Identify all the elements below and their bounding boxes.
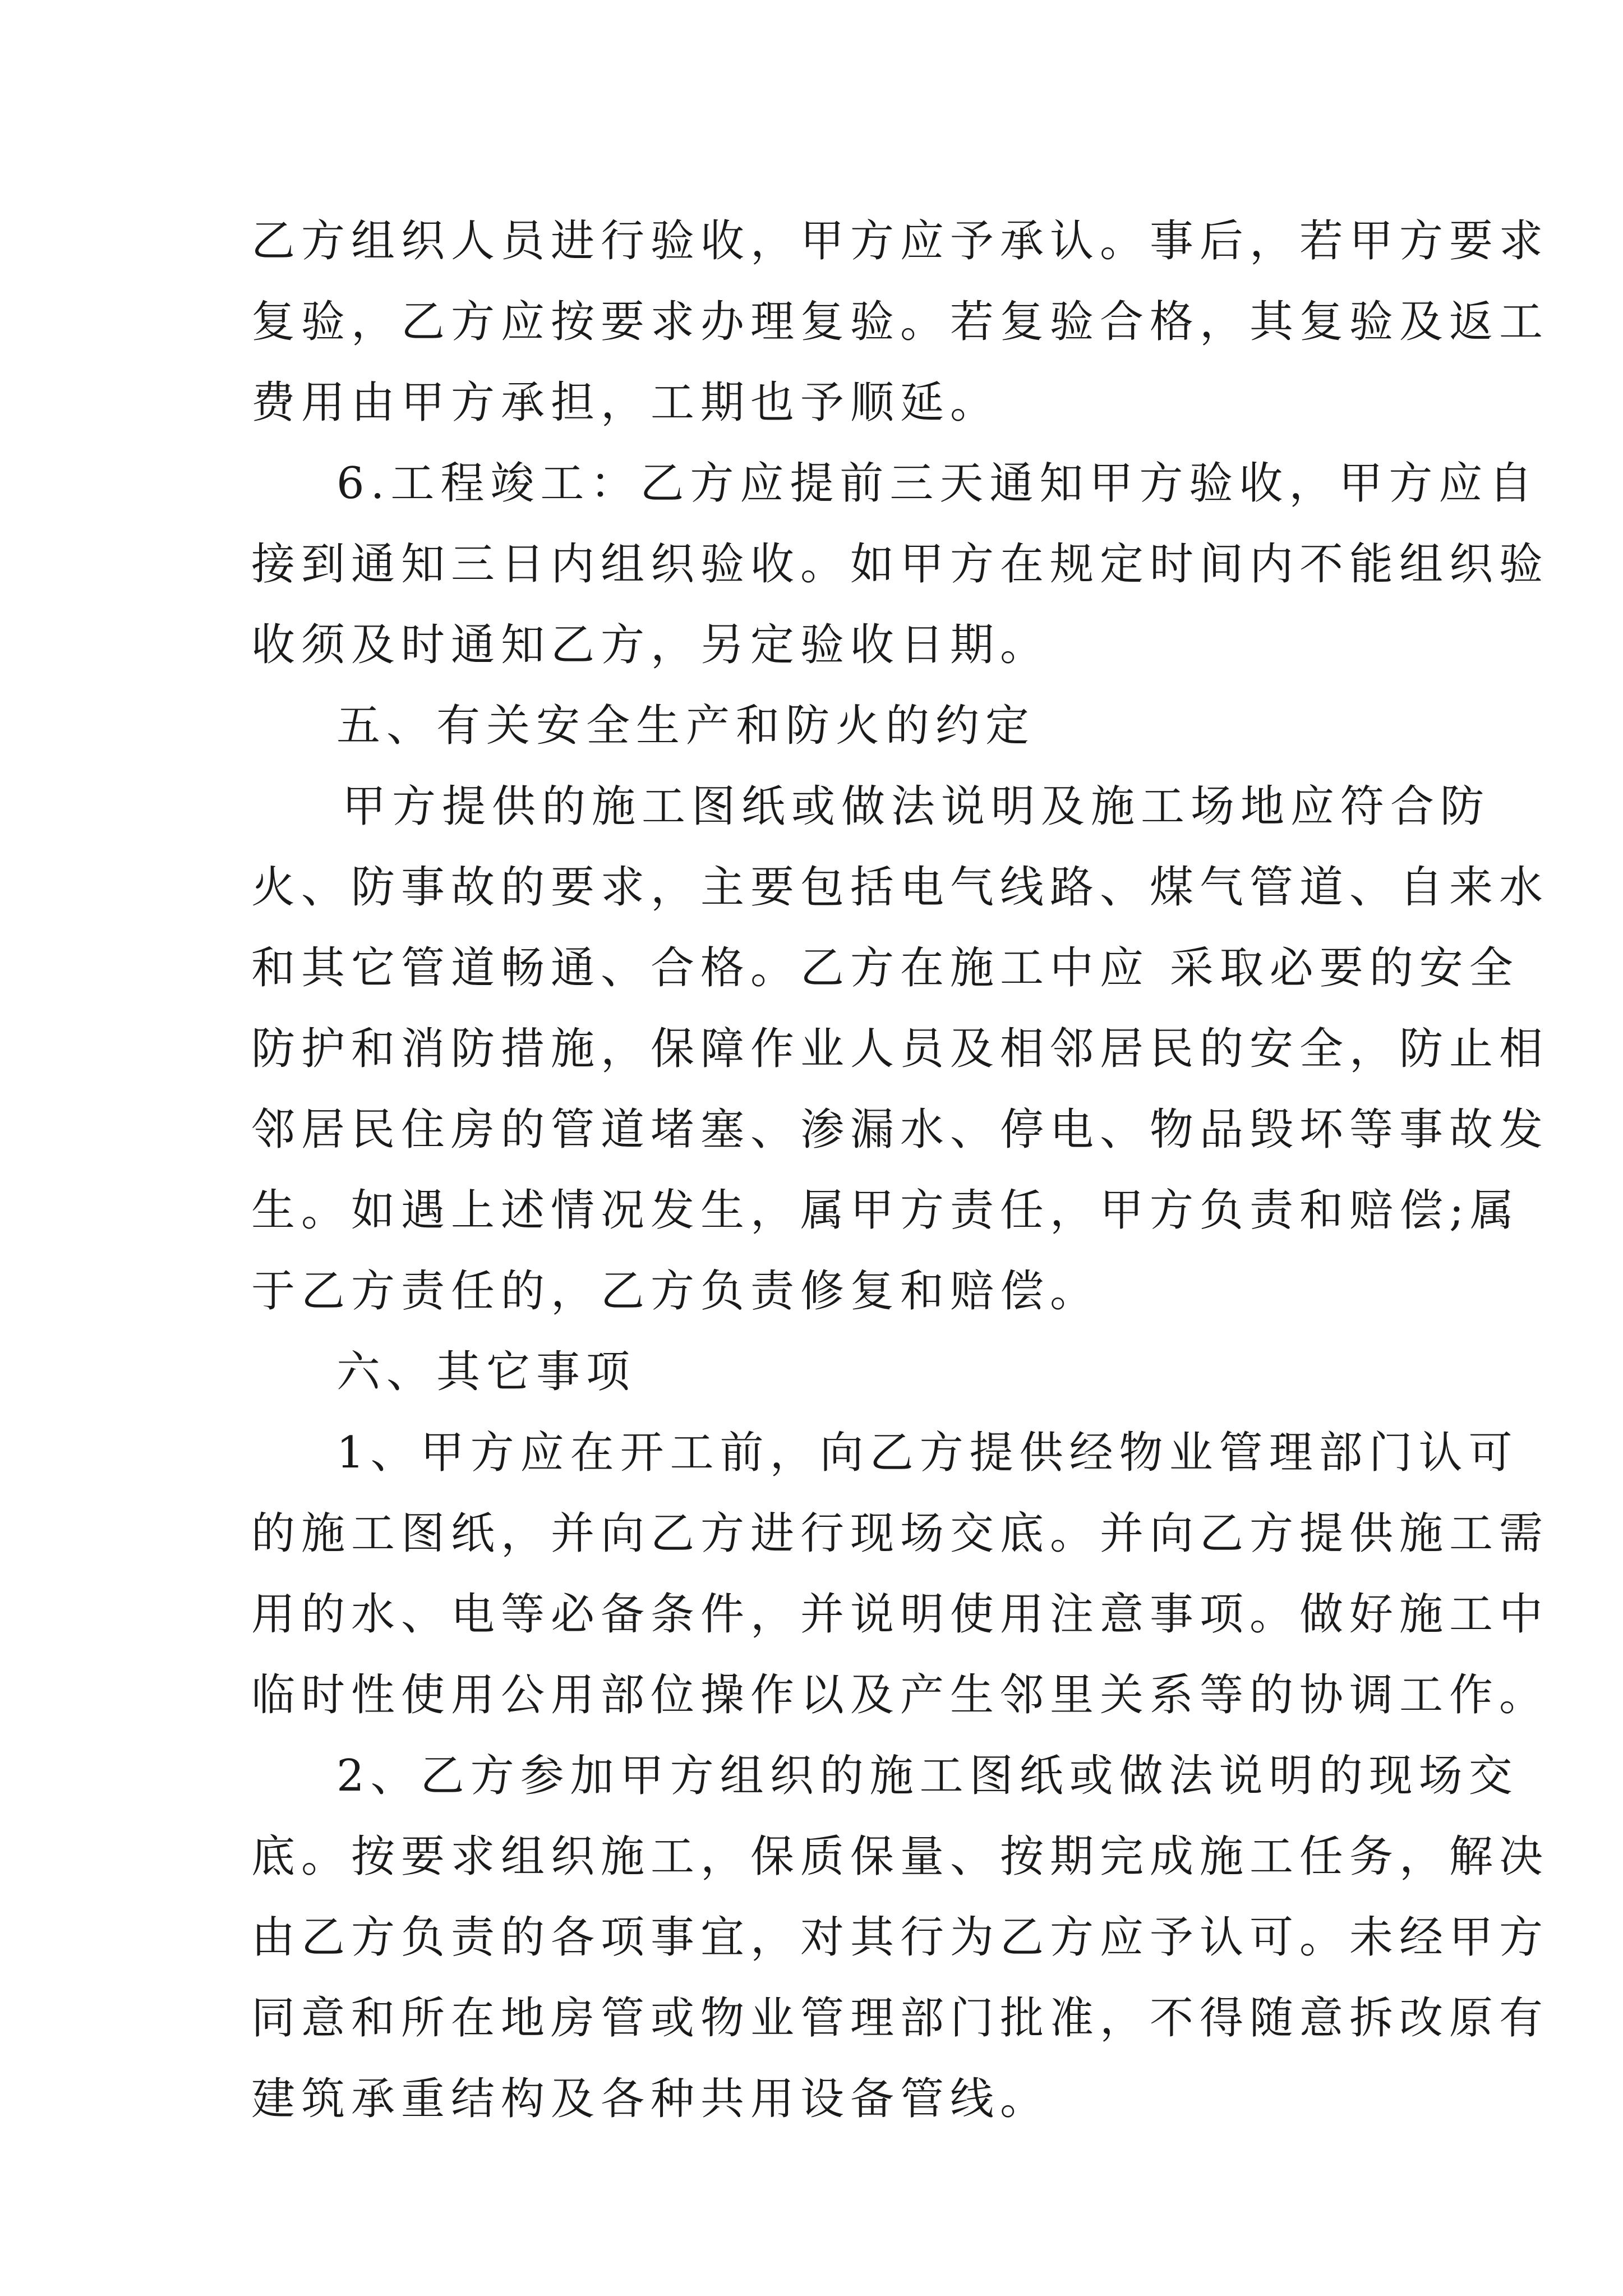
text-line: 临时性使用公用部位操作以及产生邻里关系等的协调工作。 xyxy=(251,1670,1550,1720)
text-line: 和其它管道畅通、合格。乙方在施工中应 采取必要的安全 xyxy=(251,943,1519,993)
text-line: 防护和消防措施，保障作业人员及相邻居民的安全，防止相 xyxy=(251,1024,1550,1074)
text-line: 1、甲方应在开工前，向乙方提供经物业管理部门认可 xyxy=(336,1428,1519,1478)
text-line: 建筑承重结构及各种共用设备管线。 xyxy=(251,2074,1050,2124)
text-line: 2、乙方参加甲方组织的施工图纸或做法说明的现场交 xyxy=(336,1751,1519,1801)
text-line: 收须及时通知乙方，另定验收日期。 xyxy=(251,620,1050,670)
text-line: 费用由甲方承担，工期也予顺延。 xyxy=(251,378,1000,428)
text-line: 由乙方负责的各项事宜，对其行为乙方应予认可。未经甲方 xyxy=(251,1912,1550,1963)
section-heading: 六、其它事项 xyxy=(336,1347,637,1397)
text-line: 6.工程竣工：乙方应提前三天通知甲方验收，甲方应自 xyxy=(336,458,1539,509)
text-line: 乙方组织人员进行验收，甲方应予承认。事后，若甲方要求 xyxy=(251,216,1550,266)
text-line: 接到通知三日内组织验收。如甲方在规定时间内不能组织验 xyxy=(251,539,1550,590)
text-line: 邻居民住房的管道堵塞、渗漏水、停电、物品毁坏等事故发 xyxy=(251,1105,1550,1155)
text-line: 火、防事故的要求，主要包括电气线路、煤气管道、自来水 xyxy=(251,862,1550,913)
text-line: 的施工图纸，并向乙方进行现场交底。并向乙方提供施工需 xyxy=(251,1508,1550,1559)
text-line: 生。如遇上述情况发生，属甲方责任，甲方负责和赔偿;属 xyxy=(251,1185,1520,1236)
text-line: 复验，乙方应按要求办理复验。若复验合格，其复验及返工 xyxy=(251,297,1550,347)
text-line: 于乙方责任的，乙方负责修复和赔偿。 xyxy=(251,1266,1100,1317)
text-line: 用的水、电等必备条件，并说明使用注意事项。做好施工中 xyxy=(251,1589,1550,1640)
text-line: 底。按要求组织施工，保质保量、按期完成施工任务，解决 xyxy=(251,1832,1550,1882)
section-heading: 五、有关安全生产和防火的约定 xyxy=(336,701,1036,751)
text-line: 甲方提供的施工图纸或做法说明及施工场地应符合防 xyxy=(342,781,1491,832)
text-line: 同意和所在地房管或物业管理部门批准，不得随意拆改原有 xyxy=(251,1993,1550,2044)
